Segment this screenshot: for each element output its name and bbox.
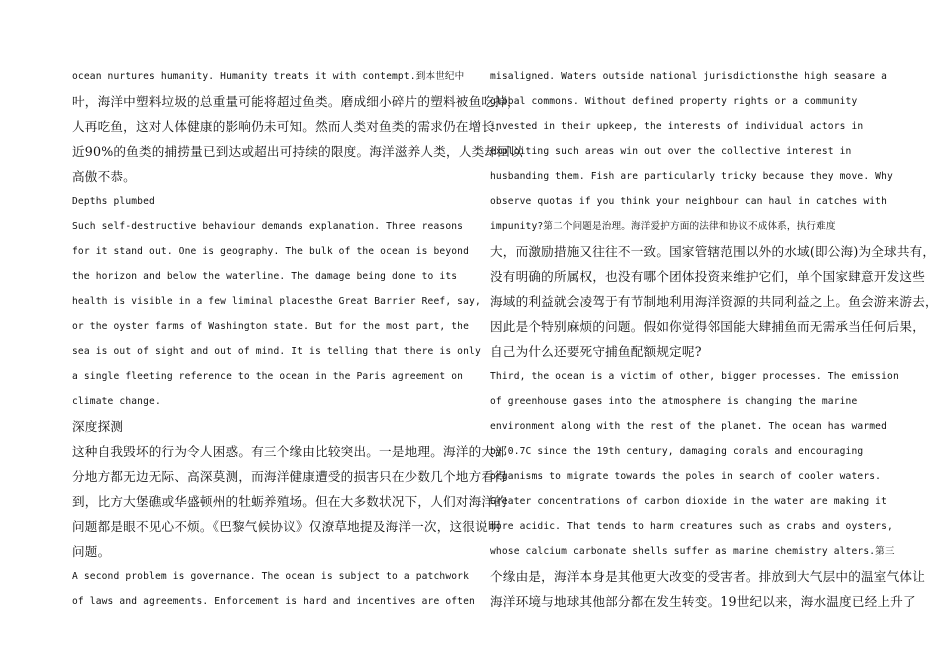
- text-line: invested in their upkeep, the interests of individual actors in: [490, 121, 864, 132]
- text-line: of laws and agreements. Enforcement is hard and incentives are often: [72, 596, 475, 607]
- text-line: or the oyster farms of Washington state. But for the most part, the: [72, 321, 470, 332]
- text-line: 深度探测: [72, 419, 124, 434]
- text-line: health is visible in a few liminal placesthe Great Barrier Reef, say,: [72, 296, 481, 307]
- text-line: 这种自我毁坏的行为令人困惑。有三个缘由比较突出。一是地理。海洋的大部: [72, 444, 507, 459]
- text-line: 近90%的鱼类的捕捞量已到达或超出可持续的限度。海洋滋养人类，人类却回以: [72, 144, 523, 159]
- text-line: more acidic. That tends to harm creatures such as crabs and oysters,: [490, 521, 893, 532]
- text-line: 叶，海洋中塑料垃圾的总重量可能将超过鱼类。磨成细小碎片的塑料被鱼吃掉，: [72, 94, 520, 109]
- text-line: climate change.: [72, 396, 161, 407]
- text-line: 海域的利益就会凌驾于有节制地利用海洋资源的共同利益之上。鱼会游来游去，: [490, 294, 938, 309]
- text-line: by 0.7C since the 19th century, damaging corals and encouraging: [490, 446, 864, 457]
- text-line: Third, the ocean is a victim of other, bigger processes. The emission: [490, 371, 899, 382]
- text-line: 大，而激励措施又往往不一致。国家管辖范围以外的水域(即公海)为全球共有，: [490, 244, 936, 259]
- text-line: husbanding them. Fish are particularly tricky because they move. Why: [490, 171, 893, 182]
- text-line: 因此是个特别麻烦的问题。假如你觉得邻国能大肆捕鱼而无需承当任何后果，: [490, 319, 925, 334]
- text-line: Such self-destructive behaviour demands explanation. Three reasons: [72, 221, 464, 232]
- text-line: global commons. Without defined property rights or a community: [490, 96, 858, 107]
- text-line: for it stand out. One is geography. The bulk of the ocean is beyond: [72, 246, 470, 257]
- text-line: impunity?第二个问题是治理。海洋爱护方面的法律和协议不成体系，执行难度: [490, 221, 836, 232]
- text-line: ocean nurtures humanity. Humanity treats it with contempt.到本世纪中: [72, 71, 465, 82]
- text-line: observe quotas if you think your neighbour can haul in catches with: [490, 196, 888, 207]
- text-line: A second problem is governance. The ocean is subject to a patchwork: [72, 571, 470, 582]
- text-line: environment along with the rest of the planet. The ocean has warmed: [490, 421, 888, 432]
- text-line: 没有明确的所属权，也没有哪个团体投资来维护它们，单个国家肆意开发这些: [490, 269, 925, 284]
- text-line: 个缘由是，海洋本身是其他更大改变的受害者。排放到大气层中的温室气体让: [490, 569, 925, 584]
- right-text-column: [490, 64, 938, 614]
- text-line: 人再吃鱼，这对人体健康的影响仍未可知。然而人类对鱼类的需求仍在增长：: [72, 119, 507, 134]
- text-line: 自己为什么还要死守捕鱼配额规定呢?: [490, 344, 702, 359]
- text-line: of greenhouse gases into the atmosphere is changing the marine: [490, 396, 858, 407]
- text-line: 分地方都无边无际、高深莫测，而海洋健康遭受的损害只在少数几个地方看得: [72, 469, 507, 484]
- text-line: sea is out of sight and out of mind. It is telling that there is only: [72, 346, 481, 357]
- text-line: 海洋环境与地球其他部分都在发生转变。19世纪以来，海水温度已经上升了: [490, 594, 916, 609]
- text-line: organisms to migrate towards the poles in search of cooler waters.: [490, 471, 882, 482]
- text-line: exploiting such areas win out over the collective interest in: [490, 146, 852, 157]
- text-line: Greater concentrations of carbon dioxide in the water are making it: [490, 496, 888, 507]
- text-line: Depths plumbed: [72, 196, 155, 207]
- text-line: 问题都是眼不见心不烦。《巴黎气候协议》仅潦草地提及海洋一次，这很说明: [72, 519, 501, 534]
- text-line: whose calcium carbonate shells suffer as marine chemistry alters.第三: [490, 546, 895, 557]
- text-line: 到，比方大堡礁或华盛顿州的牡蛎养殖场。但在大多数状况下，人们对海洋的: [72, 494, 507, 509]
- left-text-column: [72, 64, 523, 614]
- text-line: misaligned. Waters outside national jurisdictionsthe high seasare a: [490, 71, 888, 82]
- text-line: 高傲不恭。: [72, 169, 136, 184]
- text-line: a single fleeting reference to the ocean in the Paris agreement on: [72, 371, 464, 382]
- text-line: the horizon and below the waterline. The damage being done to its: [72, 271, 458, 282]
- text-line: 问题。: [72, 544, 111, 559]
